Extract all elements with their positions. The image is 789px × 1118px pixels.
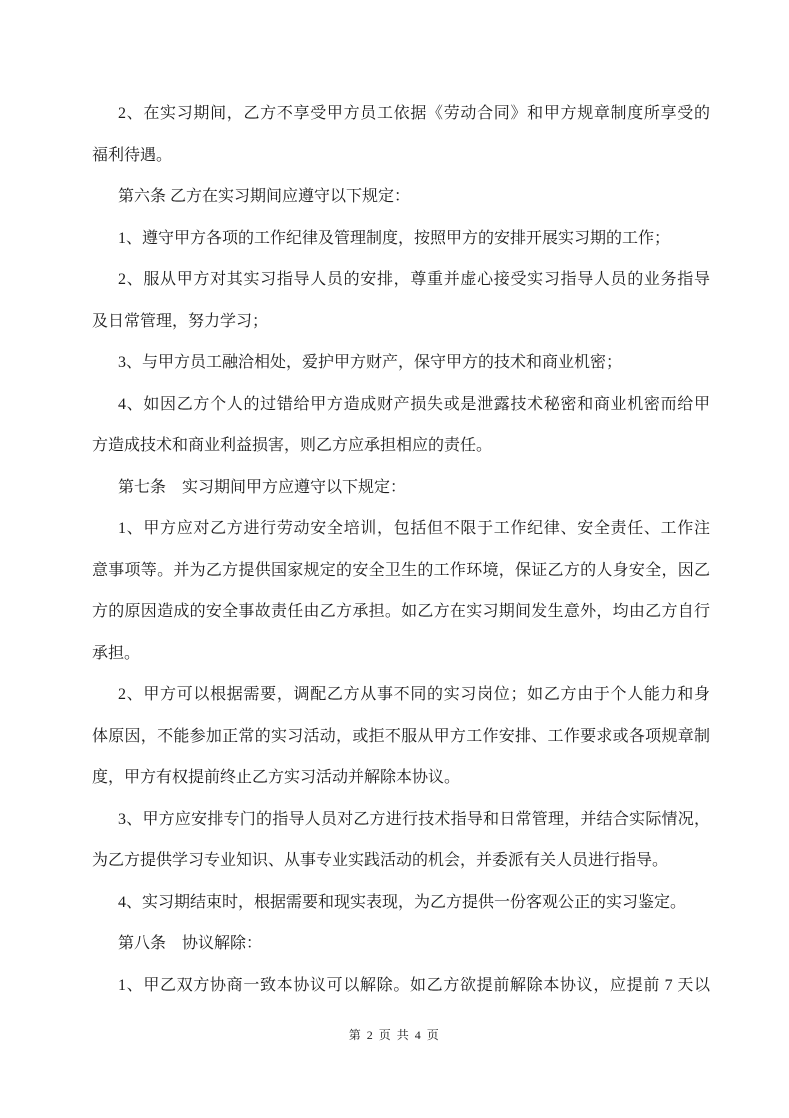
document-line: 第七条 实习期间甲方应遵守以下规定： <box>118 478 407 496</box>
document-line: 1、甲方应对乙方进行劳动安全培训，包括但不限于工作纪律、安全责任、工作注 <box>118 520 710 537</box>
document-line: 方的原因造成的安全事故责任由乙方承担。如乙方在实习期间发生意外，均由乙方自行 <box>92 603 710 620</box>
document-line: 福利待遇。 <box>92 146 173 164</box>
document-line: 1、遵守甲方各项的工作纪律及管理制度，按照甲方的安排开展实习期的工作； <box>118 229 671 247</box>
document-line: 体原因，不能参加正常的实习活动，或拒不服从甲方工作安排、工作要求或各项规章制 <box>92 727 710 745</box>
document-line: 2、在实习期间，乙方不享受甲方员工依据《劳动合同》和甲方规章制度所享受的 <box>118 105 710 122</box>
document-line: 度，甲方有权提前终止乙方实习活动并解除本协议。 <box>92 769 461 786</box>
document-line: 3、与甲方员工融洽相处，爱护甲方财产，保守甲方的技术和商业机密； <box>118 354 623 371</box>
document-line: 方造成技术和商业利益损害，则乙方应承担相应的责任。 <box>92 437 493 454</box>
document-line: 第六条 乙方在实习期间应遵守以下规定： <box>118 188 411 205</box>
document-body <box>92 93 710 1006</box>
document-line: 及日常管理，努力学习； <box>92 312 269 330</box>
document-line: 为乙方提供学习专业知识、从事专业实践活动的机会，并委派有关人员进行指导。 <box>92 852 669 869</box>
document-line: 第八条 协议解除： <box>118 935 263 952</box>
document-line: 3、甲方应安排专门的指导人员对乙方进行技术指导和日常管理，并结合实际情况， <box>118 810 710 828</box>
document-line: 2、甲方可以根据需要，调配乙方从事不同的实习岗位；如乙方由于个人能力和身 <box>118 686 710 703</box>
document-line: 承担。 <box>92 644 141 662</box>
document-line: 4、如因乙方个人的过错给甲方造成财产损失或是泄露技术秘密和商业机密而给甲 <box>118 395 710 413</box>
document-line: 4、实习期结束时，根据需要和现实表现，为乙方提供一份客观公正的实习鉴定。 <box>118 893 687 911</box>
document-line: 意事项等。并为乙方提供国家规定的安全卫生的工作环境，保证乙方的人身安全，因乙 <box>92 561 710 579</box>
document-line: 1、甲乙双方协商一致本协议可以解除。如乙方欲提前解除本协议，应提前 7 天以 <box>118 976 710 994</box>
page-number-footer: 第 2 页 共 4 页 <box>348 1028 441 1042</box>
document-line: 2、服从甲方对其实习指导人员的安排，尊重并虚心接受实习指导人员的业务指导 <box>118 271 710 288</box>
